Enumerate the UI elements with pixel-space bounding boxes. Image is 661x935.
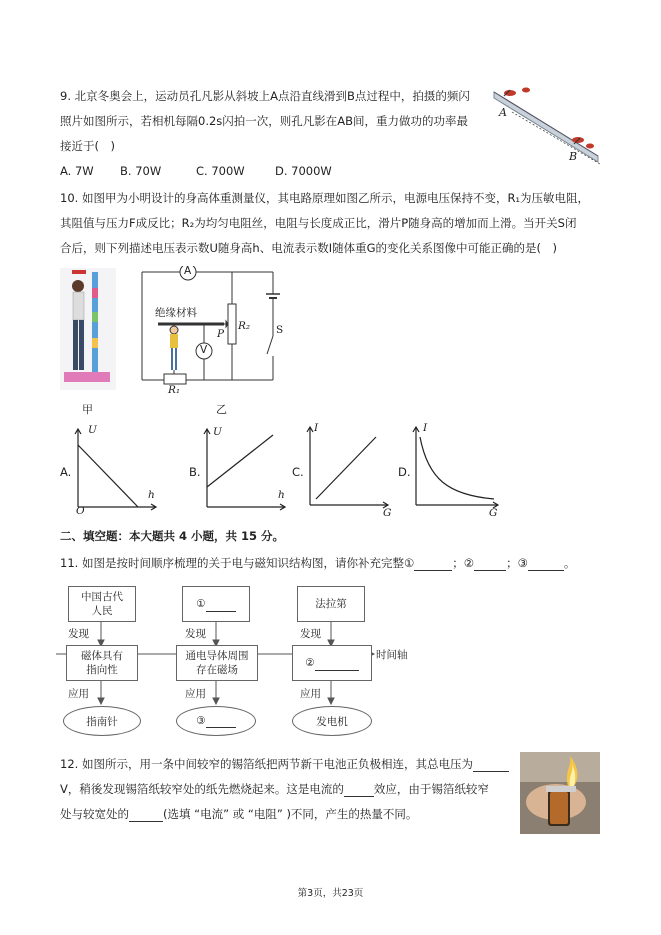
q12-line2b: 效应，由于锡箔纸较窄 [373,782,489,796]
q9-option-d: D. 7000W [275,164,332,178]
graph-option-c: C. [292,465,304,479]
slope-point-b: B [569,150,578,163]
fig-label-jia: 甲 [82,403,93,416]
q11-mid-box-1-text: 磁体具有 指向性 [81,650,123,676]
q11-bottom-ellipse-1 [63,706,141,736]
q11-top-box-2 [182,586,250,622]
q11-mid-box-2-text: 通电导体周围 存在磁场 [185,650,249,676]
q12-line3a: 处与较宽处的 [60,807,129,821]
q12-blank-quantity[interactable] [129,807,163,822]
q11-mid-box-1 [66,645,138,681]
page-footer: 第3页，共23页 [297,888,364,899]
q11-end: 。 [563,556,576,570]
q11-apply-3: 应用 [300,688,321,700]
q11-box-blank-1[interactable] [206,597,236,612]
q12-line1 [60,756,509,772]
q9-line2: 照片如图所示，若相机每隔0.2s闪拍一次，则孔凡影在AB间，重力做功的功率最 [60,114,469,128]
q11-blank-1[interactable] [414,556,452,571]
q11-blank-2[interactable] [474,556,506,571]
q11-sep1: ；② [452,556,475,570]
circled-two: ② [305,656,315,669]
graph-option-b: B. [189,465,201,479]
graph-c-xlabel: G [383,507,392,519]
battery-foil-photo [520,752,600,834]
q12-blank-voltage[interactable] [473,757,509,772]
circled-one: ① [196,597,206,610]
graph-d-ylabel: I [423,422,428,434]
graph-b-ylabel: U [213,426,222,438]
graph-a-origin: O [76,505,85,517]
q11-bottom-ellipse-1-text: 指南针 [86,715,118,728]
q12-blank-effect[interactable] [344,782,374,797]
q12-line3 [60,806,417,822]
q11-box-blank-3[interactable] [206,715,236,728]
q11-top-box-1 [68,586,136,622]
graph-d-xlabel: G [489,507,498,519]
q11-bottom-ellipse-2 [176,706,256,736]
q10-line1: 10. 如图甲为小明设计的身高体重测量仪，其电路原理如图乙所示，电源电压保持不变，R₁为压敏电阻， [60,191,590,205]
q11-top-box-1-text: 中国古代 人民 [81,591,123,617]
graph-b-xlabel: h [278,489,285,501]
q11-bottom-ellipse-3-text: 发电机 [316,715,348,728]
q11-apply-1: 应用 [68,688,89,700]
q9-line3: 接近于( ) [60,139,115,153]
ammeter-label: A [184,265,192,277]
graph-a-ylabel: U [88,424,97,436]
insulator-label: 绝缘材料 [155,307,197,319]
graph-c-plot [304,423,394,513]
graph-b-plot [201,425,291,515]
q11-bottom-ellipse-3 [292,706,372,736]
q11-top-box-3-text: 法拉第 [315,598,347,610]
q11-text [60,555,575,571]
q11-mid-box-2 [176,645,258,681]
q11-discover-2: 发现 [185,628,206,640]
circled-three: ③ [196,714,206,727]
q10-line3: 合后，则下列描述电压表示数U随身高h、电流表示数I随体重G的变化关系图像中可能正确的是( ) [60,241,557,255]
q11-mid-box-3-text [305,656,358,671]
q9-option-c: C. 700W [196,164,245,178]
q11-blank-3[interactable] [528,556,564,571]
q9-option-a: A. 7W [60,164,94,178]
graph-option-d: D. [398,465,411,479]
q11-bottom-ellipse-2-text [196,715,235,728]
q11-discover-1: 发现 [68,628,89,640]
graph-a-plot [72,425,162,515]
height-scale-photo [60,268,116,390]
q11-sep2: ；③ [506,556,528,570]
graph-c-ylabel: I [314,422,319,434]
switch-label: S [276,324,284,336]
q10-line2: 其阻值与压力F成反比；R₂为均匀电阻丝，电阻与长度成正比，滑片P随身高的增加而上滑。当开关S闭 [60,216,577,230]
circuit-diagram [140,266,285,388]
q12-line2a: V，稍後发现锡箔纸较窄处的纸先燃烧起来。这是电流的 [60,782,344,796]
q11-discover-3: 发现 [300,628,321,640]
section-heading: 二、填空题：本大题共 4 小题，共 15 分。 [60,529,285,543]
fig-label-yi: 乙 [216,403,227,416]
q12-line1-text: 12. 如图所示，用一条中间较窄的锡箔纸把两节新干电池正负极相连，其总电压为 [60,757,473,771]
r2-label: R₂ [238,320,251,332]
slider-p-label: P [217,328,225,340]
slope-point-a: A [499,106,507,119]
graph-a-xlabel: h [148,489,155,501]
q11-box-blank-2[interactable] [315,656,359,671]
q11-top-box-3 [297,586,365,622]
voltmeter-label: V [200,344,208,356]
q12-line3b: (选填 “电流” 或 “电阻” )不同，产生的热量不同。 [163,807,418,821]
q11-timeline-label: 时间轴 [376,649,408,661]
r1-label: R₁ [168,384,181,396]
q12-line2 [60,781,489,797]
q11-apply-2: 应用 [185,688,206,700]
graph-option-a: A. [60,465,72,479]
q9-option-b: B. 70W [120,164,162,178]
graph-d-plot [410,423,505,513]
ski-slope-figure [490,84,602,166]
q11-stem: 11. 如图是按时间顺序梳理的关于电与磁知识结构图，请你补充完整① [60,556,415,570]
q9-line1: 9. 北京冬奥会上，运动员孔凡影从斜坡上A点沿直线滑到B点过程中，拍摄的频闪 [60,89,470,103]
q11-top-box-2-text [196,597,235,612]
q11-mid-box-3 [292,645,372,681]
